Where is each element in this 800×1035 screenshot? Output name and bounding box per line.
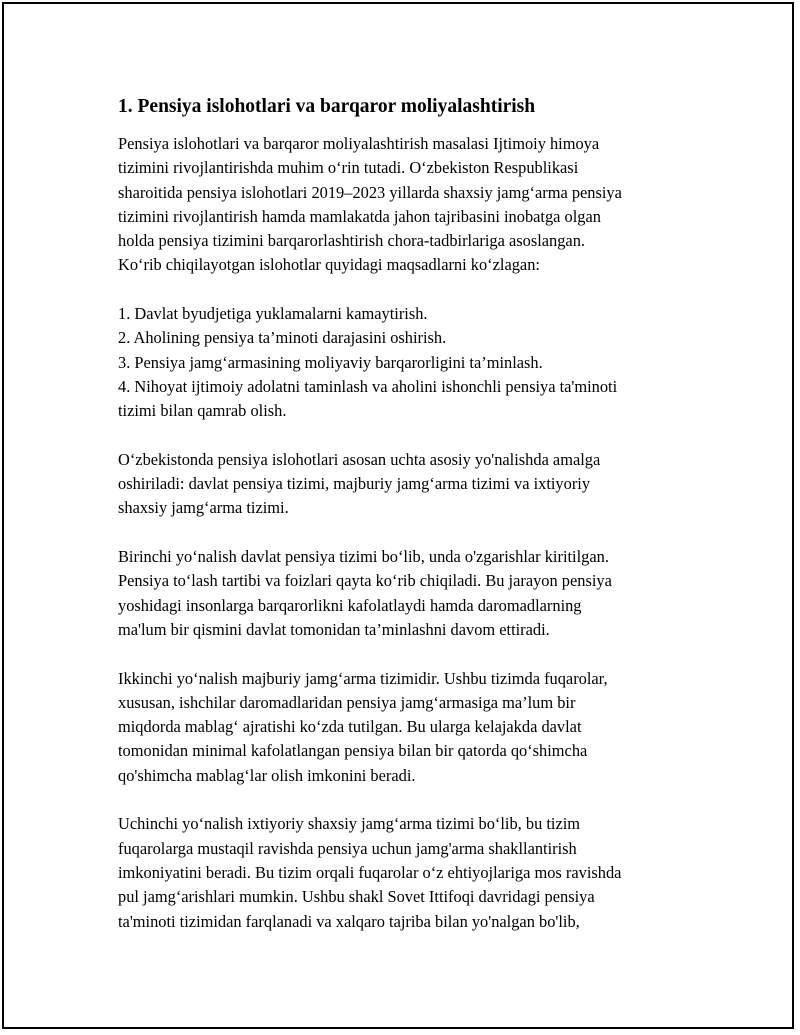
text-line: tizimini rivojlantirish hamda mamlakatda jahon tajribasini inobatga olgan — [118, 206, 601, 226]
list-item: 4. Nihoyat ijtimoiy adolatni taminlash va aholini ishonchli pensiya ta'minoti — [118, 376, 618, 396]
text-line: Koʻrib chiqilayotgan islohotlar quyidagi maqsadlarni koʻzlagan: — [118, 255, 540, 275]
text-line: Oʻzbekistonda pensiya islohotlari asosan uchta asosiy yo'nalishda amalga — [118, 449, 601, 469]
text-line: pul jamgʻarishlari mumkin. Ushbu shakl Sovet Ittifoqi davridagi pensiya — [118, 887, 595, 907]
paragraph-third-direction — [118, 812, 718, 933]
text-line: imkoniyatini beradi. Bu tizim orqali fuqarolar oʻz ehtiyojlariga mos ravishda — [118, 862, 622, 882]
text-line: shaxsiy jamgʻarma tizimi. — [118, 498, 289, 518]
text-line: tomonidan minimal kafolatlangan pensiya bilan bir qatorda qoʻshimcha — [118, 741, 588, 761]
text-line: Pensiya toʻlash tartibi va foizlari qayta koʻrib chiqiladi. Bu jarayon pensiya — [118, 571, 612, 591]
document-body — [118, 94, 718, 958]
text-line: ta'minoti tizimidan farqlanadi va xalqaro tajriba bilan yo'nalgan bo'lib, — [118, 911, 580, 931]
paragraph-directions — [118, 448, 718, 521]
text-line: miqdorda mablagʻ ajratishi koʻzda tutilgan. Bu ularga kelajakda davlat — [118, 717, 582, 737]
section-heading: 1. Pensiya islohotlari va barqaror moliyalashtirish — [118, 96, 536, 117]
list-item: tizimi bilan qamrab olish. — [118, 401, 287, 421]
paragraph-second-direction — [118, 667, 718, 788]
text-line: fuqarolarga mustaqil ravishda pensiya uchun jamg'arma shakllantirish — [118, 838, 577, 858]
text-line: sharoitida pensiya islohotlari 2019–2023 yillarda shaxsiy jamgʻarma pensiya — [118, 182, 622, 202]
text-line: oshiriladi: davlat pensiya tizimi, majburiy jamgʻarma tizimi va ixtiyoriy — [118, 474, 591, 494]
text-line: Birinchi yoʻnalish davlat pensiya tizimi boʻlib, unda o'zgarishlar kiritilgan. — [118, 547, 609, 567]
text-line: tizimini rivojlantirishda muhim oʻrin tutadi. Oʻzbekiston Respublikasi — [118, 158, 579, 178]
text-line: holda pensiya tizimini barqarorlashtirish chora-tadbirlariga asoslangan. — [118, 231, 585, 251]
text-line: Uchinchi yoʻnalish ixtiyoriy shaxsiy jamgʻarma tizimi boʻlib, bu tizim — [118, 814, 581, 834]
list-item: 3. Pensiya jamgʻarmasining moliyaviy barqarorligini ta’minlash. — [118, 352, 543, 372]
text-line: ma'lum bir qismini davlat tomonidan ta’minlashni davom ettiradi. — [118, 619, 550, 639]
text-line: Ikkinchi yoʻnalish majburiy jamgʻarma tizimidir. Ushbu tizimda fuqarolar, — [118, 668, 608, 688]
list-item: 2. Aholining pensiya ta’minoti darajasini oshirish. — [118, 328, 447, 348]
text-line: qo'shimcha mablagʻlar olish imkonini beradi. — [118, 765, 416, 785]
paragraph-first-direction — [118, 545, 718, 642]
text-line: Pensiya islohotlari va barqaror moliyalashtirish masalasi Ijtimoiy himoya — [118, 134, 600, 153]
paragraph-intro — [118, 132, 718, 278]
text-line: yoshidagi insonlarga barqarorlikni kafolatlaydi hamda daromadlarning — [118, 595, 582, 615]
text-line: xususan, ishchilar daromadlaridan pensiya jamgʻarmasiga ma’lum bir — [118, 692, 576, 712]
list-item: 1. Davlat byudjetiga yuklamalarni kamaytirish. — [118, 304, 428, 324]
paragraph-goals-list — [118, 302, 718, 423]
